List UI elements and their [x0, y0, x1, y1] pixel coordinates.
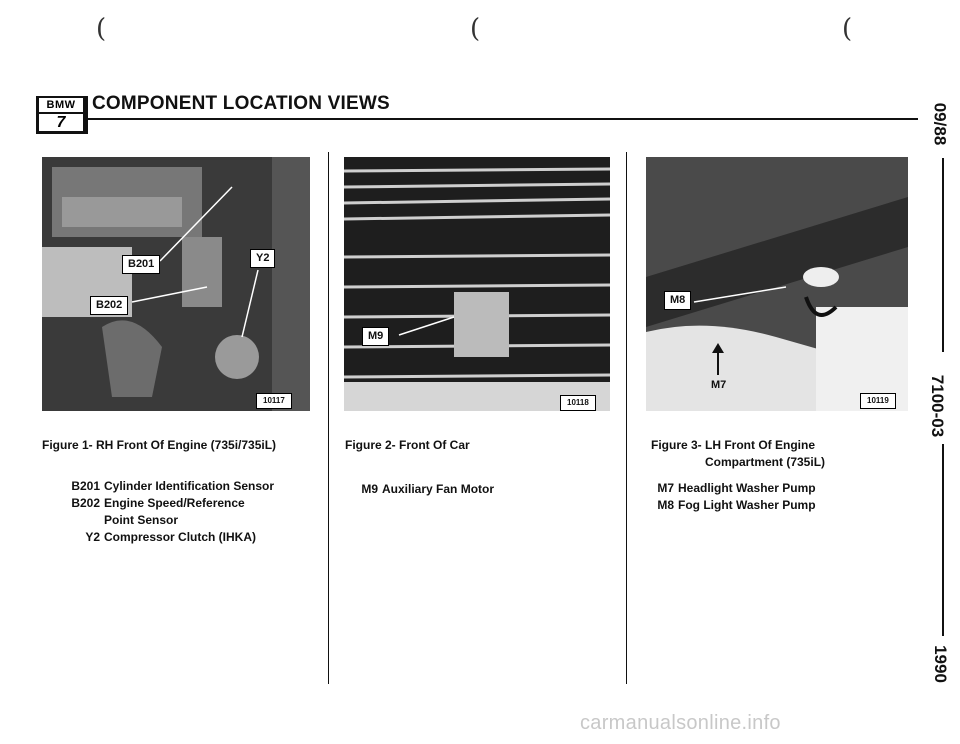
list-item: M8 Fog Light Washer Pump — [657, 498, 816, 512]
figure-3-caption — [651, 437, 825, 471]
figure-3-caption-text: LH Front Of Engine — [705, 438, 816, 452]
label-m8: M8 — [664, 291, 691, 310]
figure-2-caption — [345, 437, 470, 454]
spine-date: 09/88 — [930, 102, 950, 146]
punch-mark-center: ( — [470, 14, 481, 44]
label-m9: M9 — [362, 327, 389, 346]
column-divider-1 — [328, 152, 329, 684]
list-item: Y2 Compressor Clutch (IHKA) — [85, 530, 257, 544]
figure-3-caption-line2: Compartment (735iL) — [705, 455, 826, 469]
photo-id-10118: 10118 — [560, 395, 596, 411]
label-m7: M7 — [711, 379, 727, 391]
title-rule — [88, 118, 918, 120]
figure-2-photo — [344, 157, 610, 411]
list-item: B202 Engine Speed/Reference — [71, 496, 245, 510]
figure-1-component-list — [58, 478, 274, 546]
figure-3-component-list — [632, 480, 816, 514]
spine-doc-number: 7100-03 — [928, 374, 948, 438]
logo-brand: BMW — [39, 98, 83, 112]
list-item: M7 Headlight Washer Pump — [657, 481, 816, 495]
label-b202: B202 — [90, 296, 128, 315]
figure-3-caption-prefix: Figure 3- — [651, 438, 702, 452]
logo-series: 7 — [39, 114, 83, 131]
page-spine — [924, 96, 958, 706]
figure-1-caption-text: RH Front Of Engine (735i/735iL) — [96, 438, 277, 452]
punch-mark-left: ( — [96, 14, 107, 44]
list-item: M9 Auxiliary Fan Motor — [361, 482, 495, 496]
spine-year: 1990 — [930, 645, 950, 683]
column-divider-2 — [626, 152, 627, 684]
figure-1-caption — [42, 437, 276, 454]
bmw-logo — [36, 96, 88, 134]
watermark: carmanualsonline.info — [580, 712, 781, 734]
figure-2-caption-prefix: Figure 2- — [345, 438, 396, 452]
figure-2-component-list — [336, 481, 494, 498]
figure-1-caption-prefix: Figure 1- — [42, 438, 93, 452]
punch-mark-right: ( — [842, 14, 853, 44]
list-item: B201 Cylinder Identification Sensor — [71, 479, 275, 493]
figure-3-photo — [646, 157, 908, 411]
spine-line-2 — [942, 444, 944, 636]
figure-2-caption-text: Front Of Car — [399, 438, 470, 452]
label-y2: Y2 — [250, 249, 275, 268]
label-b201: B201 — [122, 255, 160, 274]
figure-1-photo — [42, 157, 310, 411]
photo-id-10119: 10119 — [860, 393, 896, 409]
list-item: Point Sensor — [104, 513, 179, 527]
spine-line-1 — [942, 158, 944, 352]
photo-id-10117: 10117 — [256, 393, 292, 409]
page-title: COMPONENT LOCATION VIEWS — [92, 93, 390, 114]
